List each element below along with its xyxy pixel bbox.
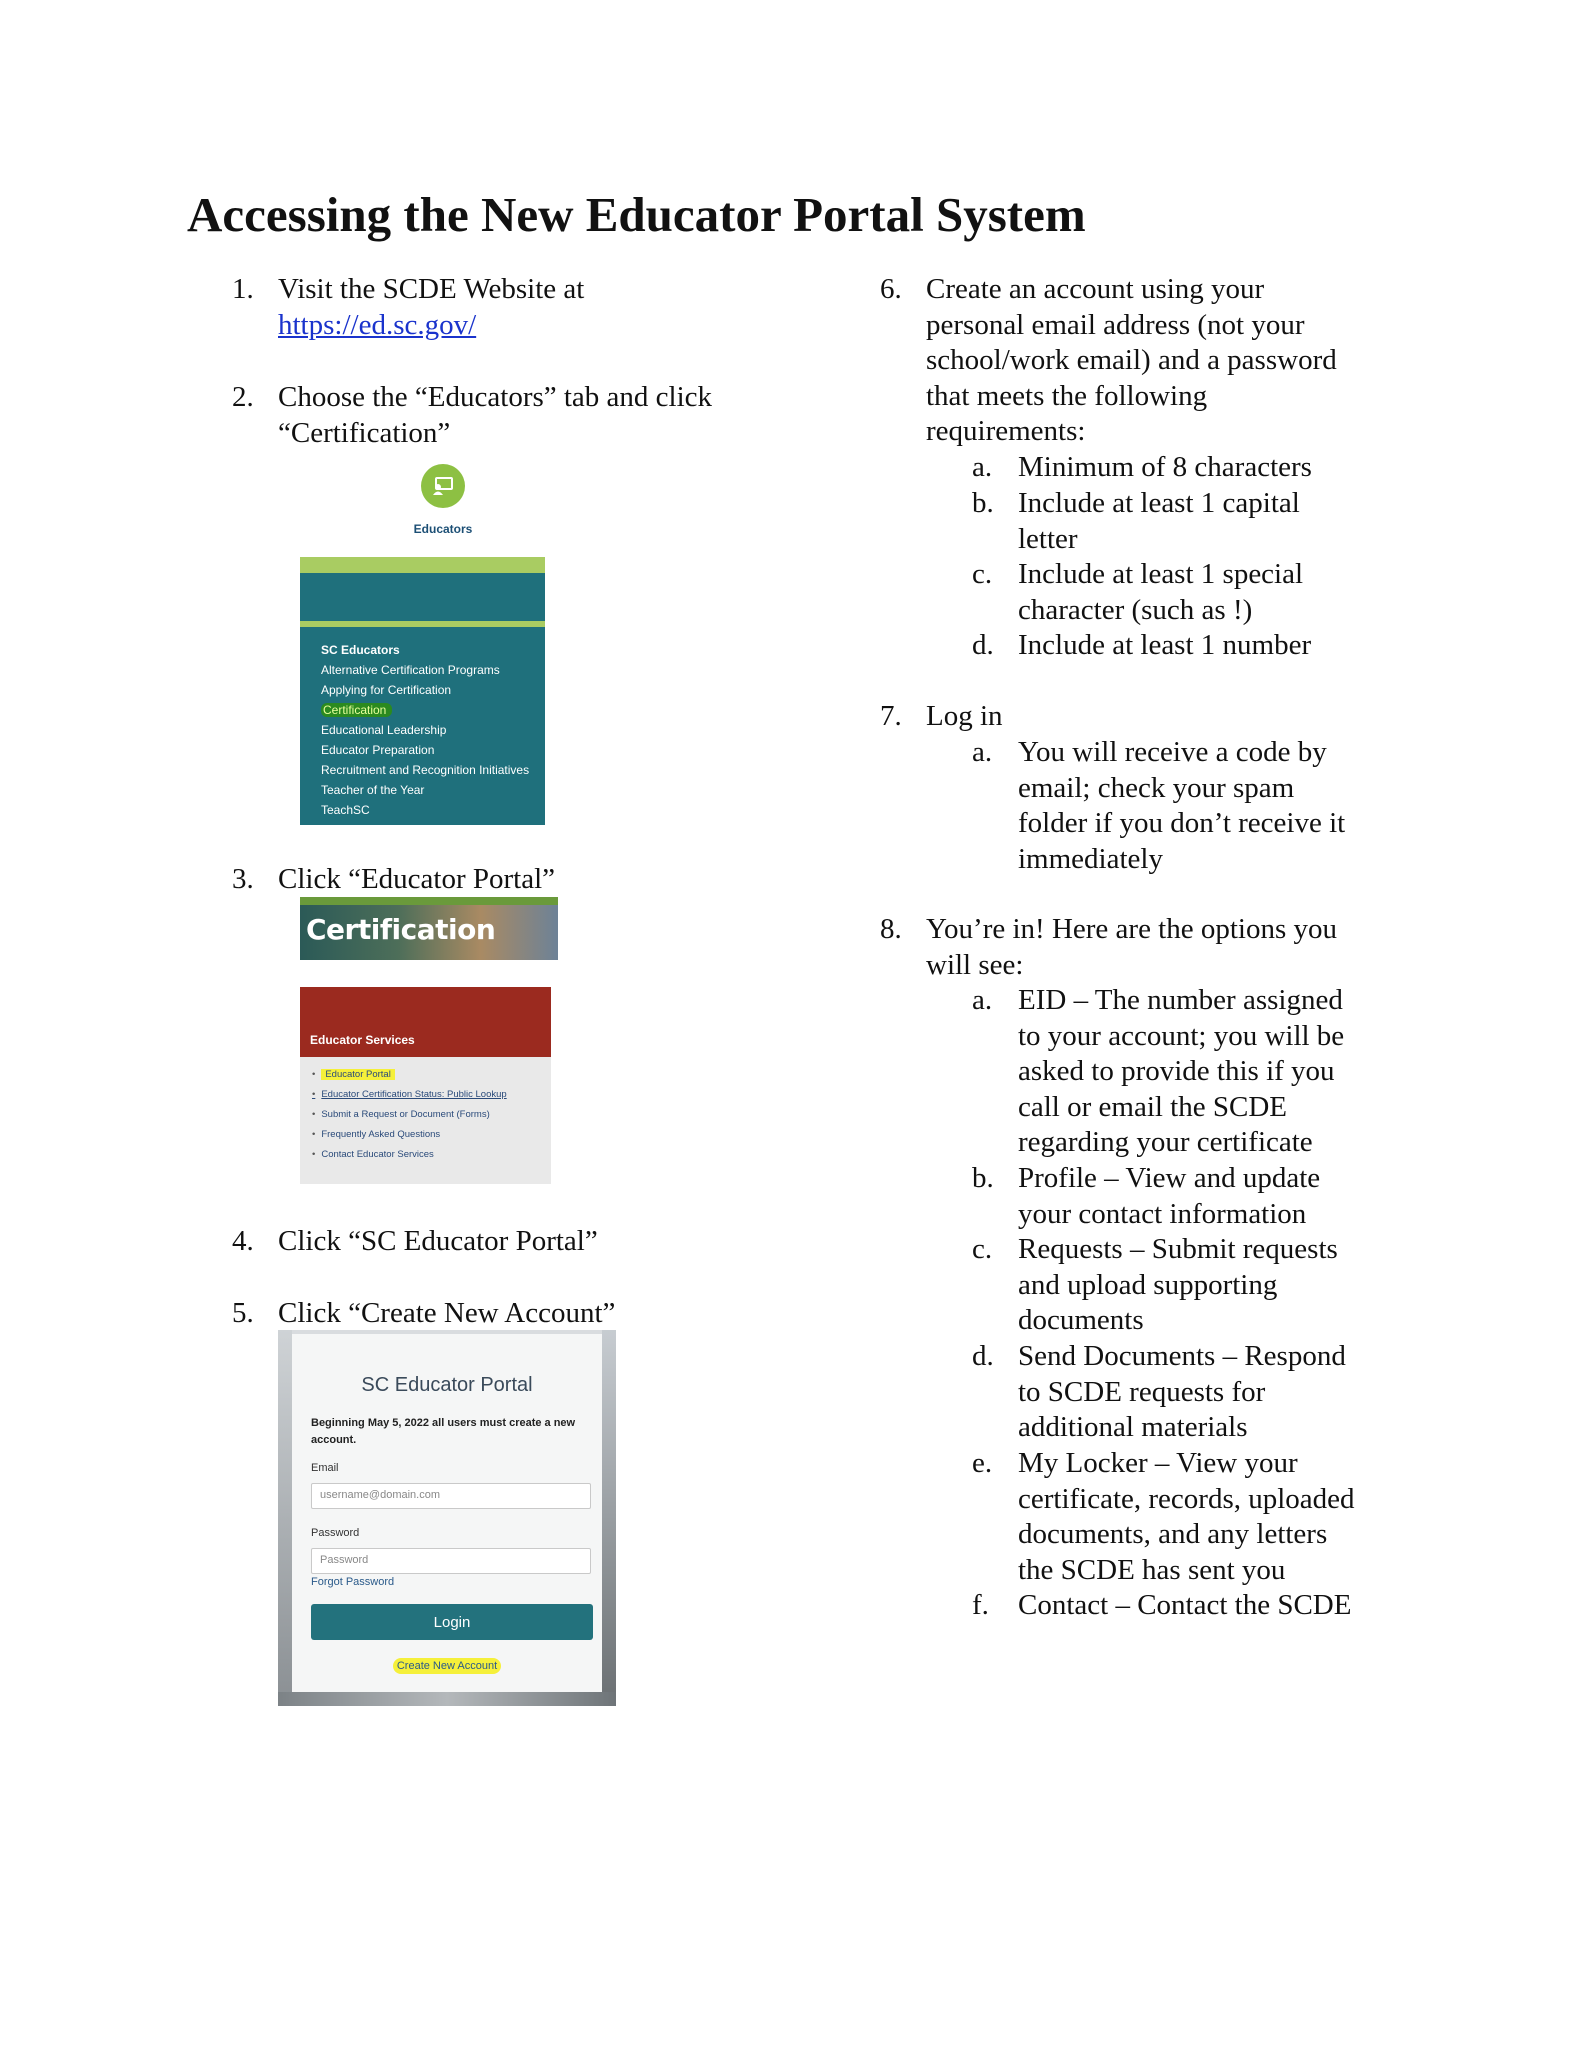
substep-text-line: character (such as !) [1018, 593, 1253, 626]
services-item-educator-portal[interactable]: • Educator Portal [312, 1069, 395, 1080]
step-text-line: requirements: [926, 415, 1086, 448]
substep-letter: d. [972, 629, 994, 661]
substep-text-line: You will receive a code by [1018, 736, 1327, 768]
step-text-line: You’re in! Here are the options you [926, 913, 1338, 945]
substep-text-line: Contact – Contact the SCDE [1018, 1589, 1352, 1621]
step-text-line: that meets the following [926, 379, 1208, 412]
substep-text-line: immediately [1018, 842, 1163, 875]
menu-heading: SC Educators [321, 643, 400, 657]
services-item[interactable]: • Contact Educator Services [312, 1149, 434, 1160]
substep-text-line: your contact information [1018, 1197, 1307, 1230]
substep-letter: c. [972, 558, 993, 590]
substep-text-line: EID – The number assigned [1018, 984, 1343, 1016]
step-text-line: Click “SC Educator Portal” [278, 1225, 598, 1257]
step-text-line: personal email address (not your [926, 308, 1305, 341]
substep-text-line: Profile – View and update [1018, 1162, 1321, 1194]
substep-text-line: call or email the SCDE [1018, 1090, 1287, 1123]
substep-text-line: the SCDE has sent you [1018, 1553, 1286, 1586]
step-text-line: “Certification” [278, 416, 451, 449]
menu-item[interactable]: Educator Preparation [321, 743, 435, 757]
services-item[interactable]: • Submit a Request or Document (Forms) [312, 1109, 490, 1120]
menu-item[interactable]: Recruitment and Recognition Initiatives [321, 763, 530, 777]
step-number: 7. [880, 700, 902, 732]
substep-text-line: Send Documents – Respond [1018, 1340, 1346, 1372]
portal-login-screenshot [278, 1330, 616, 1706]
substep-text-line: to SCDE requests for [1018, 1375, 1266, 1408]
step-text-line: school/work email) and a password [926, 344, 1337, 377]
step-text-line: Log in [926, 700, 1003, 732]
step-number: 8. [880, 913, 902, 945]
substep-letter: c. [972, 1233, 993, 1265]
password-label: Password [311, 1527, 360, 1539]
substep-text-line: Minimum of 8 characters [1018, 451, 1312, 483]
educators-menu [300, 557, 545, 825]
substep-text-line: documents [1018, 1304, 1144, 1337]
menu-item[interactable]: Applying for Certification [321, 683, 452, 697]
banner-title: Certification [306, 913, 496, 946]
substep-text-line: documents, and any letters [1018, 1518, 1328, 1551]
step-number: 5. [232, 1297, 254, 1329]
menu-item[interactable]: Teacher of the Year [321, 783, 425, 797]
substep-text-line: certificate, records, uploaded [1018, 1482, 1355, 1515]
substep-text-line: Include at least 1 special [1018, 558, 1304, 590]
step-number: 3. [232, 863, 254, 895]
educator-services-screenshot [300, 987, 551, 1184]
login-button[interactable]: Login [311, 1604, 593, 1640]
step-number: 6. [880, 273, 902, 305]
step-text-line: Click “Educator Portal” [278, 863, 556, 895]
substep-text-line: Requests – Submit requests [1018, 1233, 1338, 1265]
menu-item[interactable]: Educational Leadership [321, 723, 447, 737]
portal-title: SC Educator Portal [361, 1374, 533, 1396]
page-title: Accessing the New Educator Portal System [187, 187, 1086, 242]
substep-text-line: and upload supporting [1018, 1268, 1278, 1301]
substep-text-line: Include at least 1 capital [1018, 487, 1300, 519]
step-number: 1. [232, 273, 254, 305]
step-text-line: Visit the SCDE Website at [278, 273, 585, 305]
substep-text-line: additional materials [1018, 1411, 1248, 1444]
step-text-line: will see: [926, 948, 1024, 981]
step-text-line: Create an account using your [926, 273, 1265, 305]
substep-letter: b. [972, 1162, 994, 1194]
password-field[interactable]: Password [311, 1548, 591, 1574]
step-text-line: Click “Create New Account” [278, 1297, 616, 1329]
substep-text-line: My Locker – View your [1018, 1447, 1298, 1479]
substep-text-line: email; check your spam [1018, 771, 1295, 804]
services-heading: Educator Services [310, 1033, 415, 1047]
email-label: Email [311, 1462, 339, 1474]
portal-notice: Beginning May 5, 2022 all users must create a new account. [311, 1417, 576, 1446]
create-new-account-link[interactable]: Create New Account [393, 1658, 501, 1674]
services-item[interactable]: • Educator Certification Status: Public Lookup [312, 1089, 507, 1100]
scde-website-link[interactable]: https://ed.sc.gov/ [278, 308, 477, 341]
monitor-person-icon [421, 464, 465, 508]
certification-banner-screenshot [300, 897, 558, 960]
step-text-line: Choose the “Educators” tab and click [278, 381, 713, 413]
substep-text-line: letter [1018, 522, 1078, 555]
menu-item-certification[interactable]: Certification [321, 703, 392, 717]
services-item[interactable]: • Frequently Asked Questions [312, 1129, 440, 1140]
substep-letter: f. [972, 1589, 989, 1621]
menu-item[interactable]: TeachSC [321, 803, 370, 817]
substep-text-line: folder if you don’t receive it [1018, 807, 1346, 840]
substep-letter: d. [972, 1340, 994, 1372]
educators-tab-label[interactable]: Educators [413, 522, 473, 536]
substep-letter: a. [972, 984, 993, 1016]
login-card [292, 1334, 602, 1694]
menu-item[interactable]: Alternative Certification Programs [321, 663, 500, 677]
email-field[interactable]: username@domain.com [311, 1483, 591, 1509]
substep-text-line: to your account; you will be [1018, 1019, 1345, 1052]
substep-letter: e. [972, 1447, 993, 1479]
step-number: 4. [232, 1225, 254, 1257]
substep-text-line: regarding your certificate [1018, 1126, 1313, 1159]
substep-letter: a. [972, 736, 993, 768]
substep-letter: b. [972, 487, 994, 519]
substep-text-line: asked to provide this if you [1018, 1055, 1335, 1088]
step-number: 2. [232, 381, 254, 413]
substep-letter: a. [972, 451, 993, 483]
forgot-password-link[interactable]: Forgot Password [311, 1576, 395, 1588]
substep-text-line: Include at least 1 number [1018, 629, 1312, 661]
